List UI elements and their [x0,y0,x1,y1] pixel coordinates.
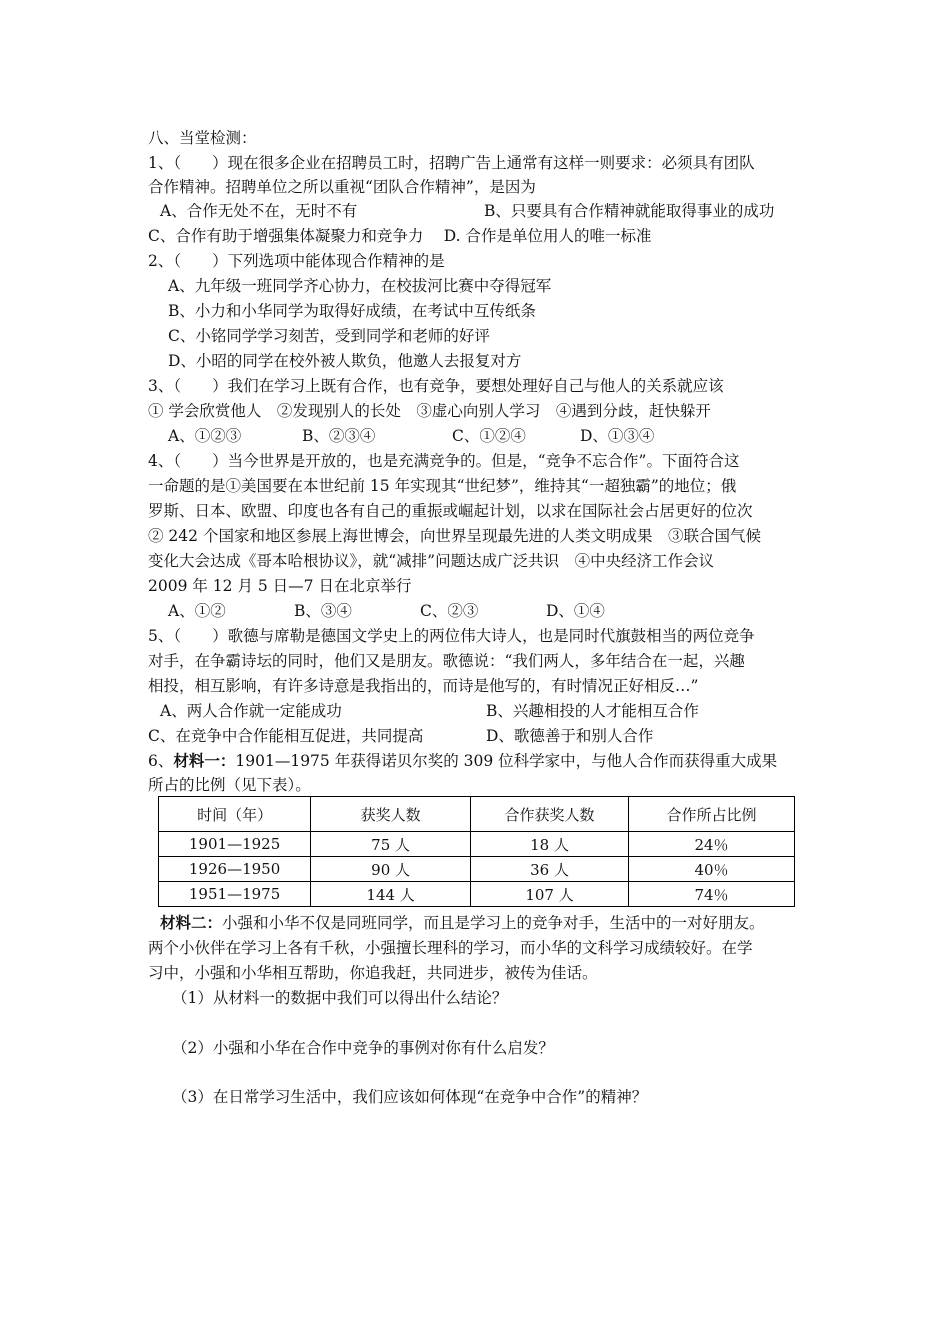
table-cell: 1901—1925 [159,832,311,857]
q1-option-a: A、合作无处不在，无时不有 [160,202,358,220]
q1-stem-line2: 合作精神。招聘单位之所以重视“团队合作精神”，是因为 [148,178,536,196]
table-header-row [159,797,795,832]
q4-stem-line2: 一命题的是①美国要在本世纪前 15 年实现其“世纪梦”，维持其“一超独霸”的地位；俄 [148,477,737,495]
table-cell: 107 人 [471,882,629,907]
table-cell: 74％ [629,882,795,907]
table-cell: 1926—1950 [159,857,311,882]
q4-option-d: D、①④ [546,602,605,620]
q3-option-d: D、①③④ [580,427,655,445]
q6-material2-line1 [160,913,765,933]
q2-option-c: C、小铭同学学习刻苦，受到同学和老师的好评 [168,327,490,345]
q3-statements: ① 学会欣赏他人 ②发现别人的长处 ③虚心向别人学习 ④遇到分歧，赶快躲开 [148,402,711,420]
table-row [159,882,795,907]
material2-label: 材料二： [160,913,223,932]
q4-option-b: B、③④ [294,602,352,620]
table-header-cell: 合作所占比例 [629,797,795,832]
table-cell: 18 人 [471,832,629,857]
q2-option-d: D、小昭的同学在校外被人欺负，他邀人去报复对方 [168,352,522,370]
table-cell: 36 人 [471,857,629,882]
q4-stem-line3: 罗斯、日本、欧盟、印度也各有自己的重振或崛起计划，以求在国际社会占居更好的位次 [148,502,753,520]
q5-option-d: D、歌德善于和别人合作 [486,727,654,745]
q3-option-a: A、①②③ [168,427,242,445]
q6-material1-line2: 所占的比例（见下表）。 [148,776,311,794]
q5-stem-line1: 5、（ ）歌德与席勒是德国文学史上的两位伟大诗人，也是同时代旗鼓相当的两位竞争 [148,627,755,645]
nobel-cooperation-table [158,796,795,907]
q6-subquestion-1: （1）从材料一的数据中我们可以得出什么结论？ [172,989,508,1007]
table-cell: 40％ [629,857,795,882]
table-header-cell: 合作获奖人数 [471,797,629,832]
section-title: 八、当堂检测： [148,129,257,147]
q4-stem-line1: 4、（ ）当今世界是开放的，也是充满竞争的。但是，“竞争不忘合作”。下面符合这 [148,452,740,470]
table-header-cell: 获奖人数 [311,797,471,832]
q1-option-b: B、只要具有合作精神就能取得事业的成功 [484,202,775,220]
q4-option-a: A、①② [168,602,226,620]
table-cell: 144 人 [311,882,471,907]
q6-material1-line1 [148,751,777,771]
q3-option-b: B、②③④ [302,427,376,445]
q5-stem-line3: 相投，相互影响，有许多诗意是我指出的，而诗是他写的，有时情况正好相反…” [148,677,699,695]
q6-number: 6、 [148,752,174,770]
q1-stem-line1: 1、（ ）现在很多企业在招聘员工时，招聘广告上通常有这样一则要求：必须具有团队 [148,154,755,172]
q6-subquestion-3: （3）在日常学习生活中，我们应该如何体现“在竞争中合作”的精神？ [172,1088,648,1106]
table-cell: 24％ [629,832,795,857]
q3-stem: 3、（ ）我们在学习上既有合作，也有竞争，要想处理好自己与他人的关系就应该 [148,377,724,395]
q6-material2-line3: 习中，小强和小华相互帮助，你追我赶，共同进步，被传为佳话。 [148,964,598,982]
q4-stem-line5: 变化大会达成《哥本哈根协议》，就“减排”问题达成广泛共识 ④中央经济工作会议 [148,552,715,570]
q2-option-a: A、九年级一班同学齐心协力，在校拔河比赛中夺得冠军 [168,277,552,295]
q2-option-b: B、小力和小华同学为取得好成绩，在考试中互传纸条 [168,302,536,320]
table-row [159,832,795,857]
q2-stem: 2、（ ）下列选项中能体现合作精神的是 [148,252,445,270]
q4-stem-line6: 2009 年 12 月 5 日—7 日在北京举行 [148,577,412,595]
table-cell: 75 人 [311,832,471,857]
material1-label: 材料一： [173,751,236,770]
table-cell: 90 人 [311,857,471,882]
material2-text: 小强和小华不仅是同班同学，而且是学习上的竞争对手，生活中的一对好朋友。 [222,914,765,932]
q5-option-c: C、在竞争中合作能相互促进，共同提高 [148,727,424,745]
q1-option-cd: C、合作有助于增强集体凝聚力和竞争力 D. 合作是单位用人的唯一标准 [148,227,652,245]
q6-subquestion-2: （2）小强和小华在合作中竞争的事例对你有什么启发？ [172,1039,554,1057]
table-row [159,857,795,882]
material1-text: 1901—1975 年获得诺贝尔奖的 309 位科学家中，与他人合作而获得重大成果 [235,752,778,770]
q6-material2-line2: 两个小伙伴在学习上各有千秋，小强擅长理科的学习，而小华的文科学习成绩较好。在学 [148,939,753,957]
q5-option-a: A、两人合作就一定能成功 [160,702,342,720]
q4-stem-line4: ② 242 个国家和地区参展上海世博会，向世界呈现最先进的人类文明成果 ③联合国气候 [148,527,761,545]
q5-option-b: B、兴趣相投的人才能相互合作 [486,702,699,720]
q3-option-c: C、①②④ [452,427,526,445]
q4-option-c: C、②③ [420,602,479,620]
table-cell: 1951—1975 [159,882,311,907]
q5-stem-line2: 对手，在争霸诗坛的同时，他们又是朋友。歌德说：“我们两人，多年结合在一起，兴趣 [148,652,745,670]
table-header-cell: 时间（年） [159,797,311,832]
